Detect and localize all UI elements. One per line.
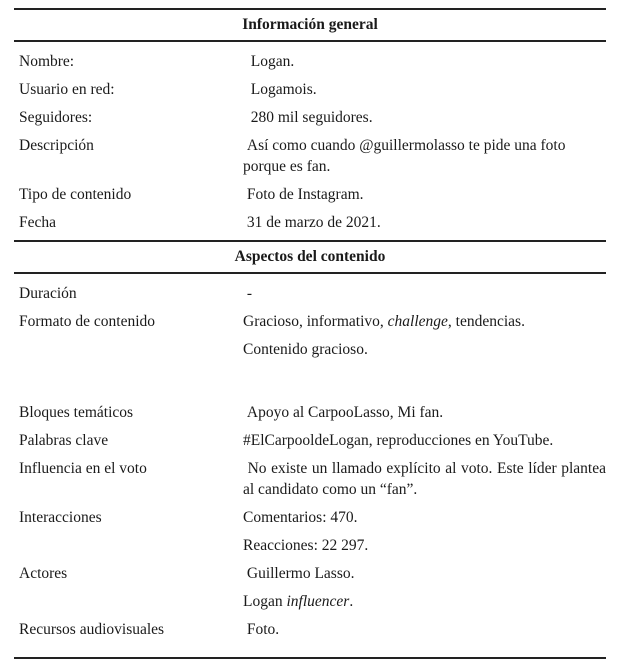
- text-segment: Comentarios: 470.: [243, 509, 358, 526]
- table-row: [19, 311, 606, 360]
- row-value-cell: [243, 402, 606, 423]
- row-value: [243, 107, 606, 128]
- row-value-cell: [243, 507, 606, 556]
- row-value-cell: [243, 311, 606, 360]
- row-label: Actores: [19, 565, 68, 582]
- row-value: [243, 430, 606, 451]
- row-value-cell: [243, 107, 606, 128]
- italic-text: challenge: [387, 313, 448, 330]
- row-value-cell: [243, 283, 606, 304]
- text-segment: -: [243, 285, 253, 302]
- text-segment: 280 mil seguidores.: [243, 109, 373, 126]
- row-label: Bloques temáticos: [19, 404, 134, 421]
- table-row: [19, 458, 610, 500]
- row-value: [243, 311, 606, 332]
- text-segment: Logamois.: [243, 81, 317, 98]
- row-value-cell: [243, 184, 606, 205]
- section-body: [14, 42, 606, 233]
- row-value: [243, 507, 606, 528]
- table-row: [19, 107, 606, 128]
- row-value: [243, 184, 606, 205]
- row-value: [243, 591, 606, 612]
- table-row: [19, 212, 606, 233]
- table-row: [19, 507, 606, 556]
- row-value-cell: [243, 212, 606, 233]
- text-segment: Foto de Instagram.: [243, 186, 364, 203]
- row-label: Descripción: [19, 137, 94, 154]
- italic-text: influencer: [286, 593, 350, 610]
- row-label: Duración: [19, 285, 77, 302]
- row-value: [243, 51, 606, 72]
- table-row: [19, 135, 606, 177]
- row-value-cell: [243, 619, 606, 640]
- section-body: [14, 274, 610, 657]
- section-title: Aspectos del contenido: [14, 240, 606, 274]
- text-segment: Gracioso, informativo,: [243, 313, 388, 330]
- row-label: Usuario en red:: [19, 81, 115, 98]
- row-value: [243, 79, 606, 100]
- row-value-cell: [243, 51, 606, 72]
- table-row: [19, 430, 606, 451]
- row-value: [243, 135, 606, 177]
- row-label: Formato de contenido: [19, 313, 156, 330]
- table-row: [19, 563, 606, 612]
- table-sections: [14, 8, 610, 657]
- row-label: Recursos audiovisuales: [19, 621, 165, 638]
- text-segment: 31 de marzo de 2021.: [243, 214, 381, 231]
- spacer-row: [19, 367, 606, 395]
- table-row: [19, 283, 606, 304]
- text-segment: Foto.: [243, 621, 280, 638]
- table-row: [19, 402, 606, 423]
- row-value: [243, 283, 606, 304]
- row-value: [243, 402, 606, 423]
- text-segment: Logan: [243, 593, 287, 610]
- row-value-cell: [243, 79, 606, 100]
- text-segment: .: [349, 593, 354, 610]
- row-value: [243, 339, 606, 360]
- row-label: Seguidores:: [19, 109, 93, 126]
- row-label: Palabras clave: [19, 432, 109, 449]
- table-row: [19, 619, 606, 640]
- row-label: Fecha: [19, 214, 57, 231]
- text-segment: No existe un llamado explícito al voto. Este líder plantea al candidato como un “fan”.: [243, 460, 610, 498]
- row-value: [243, 212, 606, 233]
- content-analysis-table: [14, 8, 610, 659]
- row-value: [243, 619, 606, 640]
- text-segment: Logan.: [243, 53, 295, 70]
- row-value: [243, 535, 606, 556]
- text-segment: Contenido gracioso.: [243, 341, 368, 358]
- row-label: Interacciones: [19, 509, 102, 526]
- row-label: Influencia en el voto: [19, 460, 147, 477]
- text-segment: Apoyo al CarpooLasso, Mi fan.: [243, 404, 444, 421]
- text-segment: Guillermo Lasso.: [243, 565, 355, 582]
- text-segment: , tendencias.: [447, 313, 525, 330]
- text-segment: Así como cuando @guillermolasso te pide una foto porque es fan.: [243, 137, 570, 175]
- row-value-cell: [243, 135, 606, 177]
- row-label: Nombre:: [19, 53, 75, 70]
- row-value-cell: [243, 430, 606, 451]
- text-segment: Reacciones: 22 297.: [243, 537, 369, 554]
- section-title: Información general: [14, 8, 606, 42]
- table-row: [19, 184, 606, 205]
- row-value: [243, 563, 606, 584]
- table-row: [19, 51, 606, 72]
- text-segment: #ElCarpooldeLogan, reproducciones en YouTube.: [243, 432, 554, 449]
- row-value-cell: [243, 563, 606, 612]
- row-value-cell: [243, 458, 610, 500]
- row-value: [243, 458, 610, 500]
- row-label: Tipo de contenido: [19, 186, 132, 203]
- table-row: [19, 79, 606, 100]
